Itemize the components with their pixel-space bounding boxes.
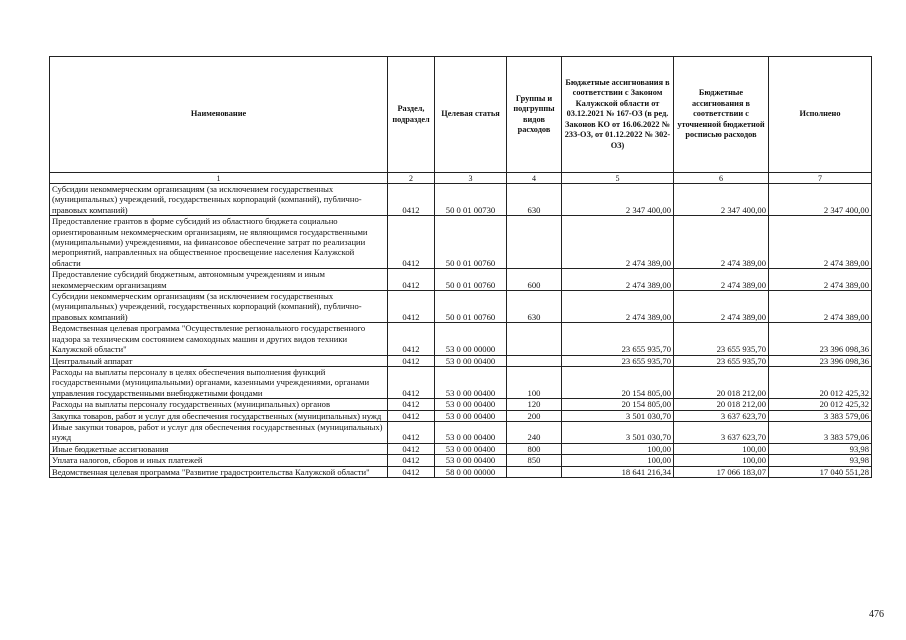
cell-section: 0412 [388, 291, 435, 323]
cell-group [507, 355, 562, 366]
cell-group: 630 [507, 184, 562, 216]
cell-target: 50 0 01 00730 [435, 184, 507, 216]
cell-executed: 20 012 425,32 [769, 399, 872, 410]
table-row [50, 443, 872, 454]
cell-refined: 100,00 [674, 443, 769, 454]
cell-group: 200 [507, 410, 562, 421]
cell-target: 50 0 01 00760 [435, 269, 507, 291]
cell-target: 53 0 00 00400 [435, 455, 507, 466]
table-body [50, 184, 872, 478]
cell-law: 20 154 805,00 [562, 399, 674, 410]
cell-section: 0412 [388, 443, 435, 454]
cell-group [507, 216, 562, 269]
table-row [50, 291, 872, 323]
table-row [50, 410, 872, 421]
cell-executed: 3 383 579,06 [769, 421, 872, 443]
cell-refined: 20 018 212,00 [674, 366, 769, 398]
header-executed: Исполнено [769, 57, 872, 173]
cell-name: Субсидии некоммерческим организациям (за исключением государственных (муниципальных) учреждений, государственных корпораций (компаний), публично-правовых компаний) [50, 184, 388, 216]
cell-executed: 93,98 [769, 443, 872, 454]
cell-law: 23 655 935,70 [562, 355, 674, 366]
cell-target: 53 0 00 00400 [435, 443, 507, 454]
cell-target: 53 0 00 00400 [435, 410, 507, 421]
cell-law: 23 655 935,70 [562, 323, 674, 355]
cell-name: Расходы на выплаты персоналу в целях обеспечения выполнения функций государственными (муниципальными) органами, казенными учреждениями, органами управления государственными внебюджетными фондами [50, 366, 388, 398]
cell-name: Закупка товаров, работ и услуг для обеспечения государственных (муниципальных) нужд [50, 410, 388, 421]
col-number: 1 [50, 173, 388, 184]
cell-section: 0412 [388, 466, 435, 477]
cell-target: 58 0 00 00000 [435, 466, 507, 477]
cell-group: 240 [507, 421, 562, 443]
cell-group: 600 [507, 269, 562, 291]
cell-refined: 2 347 400,00 [674, 184, 769, 216]
cell-refined: 23 655 935,70 [674, 323, 769, 355]
cell-group: 800 [507, 443, 562, 454]
cell-executed: 93,98 [769, 455, 872, 466]
cell-name: Ведомственная целевая программа "Осуществление регионального государственного надзора за техническим состоянием самоходных машин и других видов техники Калужской области" [50, 323, 388, 355]
cell-executed: 17 040 551,28 [769, 466, 872, 477]
cell-section: 0412 [388, 323, 435, 355]
cell-section: 0412 [388, 184, 435, 216]
cell-name: Ведомственная целевая программа "Развитие градостроительства Калужской области" [50, 466, 388, 477]
cell-law: 2 474 389,00 [562, 216, 674, 269]
cell-target: 53 0 00 00400 [435, 355, 507, 366]
cell-refined: 3 637 623,70 [674, 421, 769, 443]
cell-group [507, 323, 562, 355]
cell-name: Субсидии некоммерческим организациям (за исключением государственных (муниципальных) учреждений, государственных корпораций (компаний), публично-правовых компаний) [50, 291, 388, 323]
cell-section: 0412 [388, 216, 435, 269]
col-number: 7 [769, 173, 872, 184]
cell-executed: 23 396 098,36 [769, 323, 872, 355]
cell-law: 2 474 389,00 [562, 291, 674, 323]
header-groups: Группы и подгруппы видов расходов [507, 57, 562, 173]
header-refined: Бюджетные ассигнования в соответствии с уточненной бюджетной росписью расходов [674, 57, 769, 173]
table-row [50, 366, 872, 398]
cell-section: 0412 [388, 399, 435, 410]
header-name: Наименование [50, 57, 388, 173]
cell-target: 53 0 00 00400 [435, 399, 507, 410]
table-row [50, 466, 872, 477]
cell-section: 0412 [388, 366, 435, 398]
column-number-row [50, 173, 872, 184]
cell-group: 100 [507, 366, 562, 398]
cell-refined: 3 637 623,70 [674, 410, 769, 421]
cell-section: 0412 [388, 455, 435, 466]
col-number: 3 [435, 173, 507, 184]
cell-group [507, 466, 562, 477]
header-target: Целевая статья [435, 57, 507, 173]
col-number: 6 [674, 173, 769, 184]
cell-name: Предоставление субсидий бюджетным, автономным учреждениям и иным некоммерческим организациям [50, 269, 388, 291]
cell-refined: 2 474 389,00 [674, 291, 769, 323]
cell-section: 0412 [388, 410, 435, 421]
cell-name: Центральный аппарат [50, 355, 388, 366]
cell-target: 53 0 00 00000 [435, 323, 507, 355]
cell-law: 2 474 389,00 [562, 269, 674, 291]
page-number: 476 [869, 609, 884, 620]
cell-refined: 17 066 183,07 [674, 466, 769, 477]
cell-refined: 2 474 389,00 [674, 216, 769, 269]
cell-law: 100,00 [562, 455, 674, 466]
cell-section: 0412 [388, 355, 435, 366]
cell-executed: 2 474 389,00 [769, 216, 872, 269]
cell-group: 630 [507, 291, 562, 323]
cell-law: 20 154 805,00 [562, 366, 674, 398]
cell-law: 100,00 [562, 443, 674, 454]
header-row [50, 57, 872, 173]
cell-target: 50 0 01 00760 [435, 291, 507, 323]
cell-executed: 23 396 098,36 [769, 355, 872, 366]
cell-executed: 3 383 579,06 [769, 410, 872, 421]
table-row [50, 421, 872, 443]
cell-name: Предоставление грантов в форме субсидий из областного бюджета социально ориентированным некоммерческим организациям, не являющимся государственными (муниципальными) учреждениями, на финансовое обеспечение затрат по реализации мероприятий, направленных на общественное просвещение населения Калужской области [50, 216, 388, 269]
cell-refined: 100,00 [674, 455, 769, 466]
cell-refined: 2 474 389,00 [674, 269, 769, 291]
table-row [50, 216, 872, 269]
col-number: 5 [562, 173, 674, 184]
cell-group: 850 [507, 455, 562, 466]
table-row [50, 355, 872, 366]
cell-law: 3 501 030,70 [562, 410, 674, 421]
table-row [50, 455, 872, 466]
cell-target: 53 0 00 00400 [435, 421, 507, 443]
cell-executed: 20 012 425,32 [769, 366, 872, 398]
table-row [50, 269, 872, 291]
cell-law: 18 641 216,34 [562, 466, 674, 477]
cell-target: 53 0 00 00400 [435, 366, 507, 398]
cell-law: 3 501 030,70 [562, 421, 674, 443]
cell-name: Иные бюджетные ассигнования [50, 443, 388, 454]
cell-refined: 23 655 935,70 [674, 355, 769, 366]
cell-section: 0412 [388, 269, 435, 291]
cell-refined: 20 018 212,00 [674, 399, 769, 410]
cell-executed: 2 347 400,00 [769, 184, 872, 216]
cell-name: Иные закупки товаров, работ и услуг для обеспечения государственных (муниципальных) нужд [50, 421, 388, 443]
col-number: 2 [388, 173, 435, 184]
cell-group: 120 [507, 399, 562, 410]
header-section: Раздел, подраздел [388, 57, 435, 173]
cell-law: 2 347 400,00 [562, 184, 674, 216]
cell-name: Расходы на выплаты персоналу государственных (муниципальных) органов [50, 399, 388, 410]
budget-table [49, 56, 872, 478]
table-row [50, 184, 872, 216]
table-row [50, 399, 872, 410]
cell-executed: 2 474 389,00 [769, 269, 872, 291]
header-law: Бюджетные ассигнования в соответствии с Законом Калужской области от 03.12.2021 № 167-ОЗ (в ред. Законов КО от 16.06.2022 № 233-ОЗ, от 01.12.2022 № 302-ОЗ) [562, 57, 674, 173]
cell-section: 0412 [388, 421, 435, 443]
table-row [50, 323, 872, 355]
cell-target: 50 0 01 00760 [435, 216, 507, 269]
cell-executed: 2 474 389,00 [769, 291, 872, 323]
col-number: 4 [507, 173, 562, 184]
cell-name: Уплата налогов, сборов и иных платежей [50, 455, 388, 466]
